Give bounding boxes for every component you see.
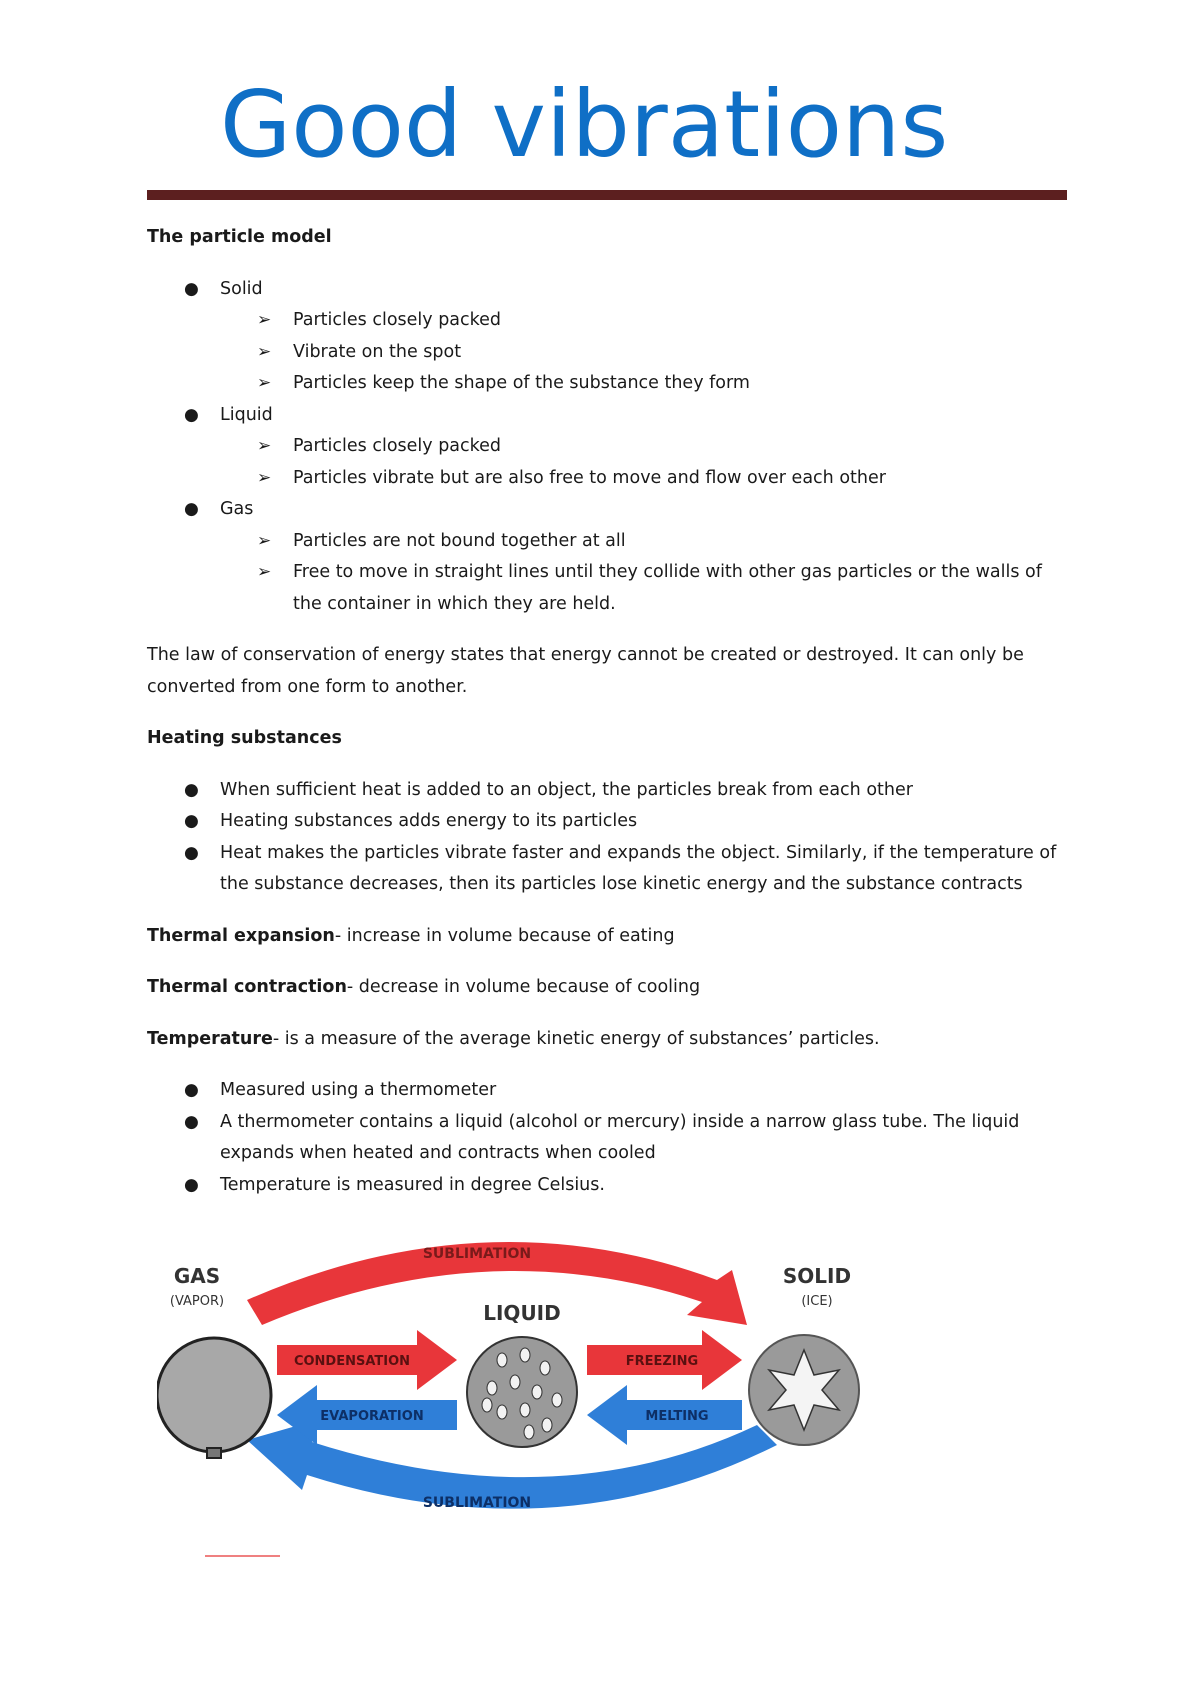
point-text: Particles are not bound together at all <box>293 530 626 551</box>
bullet-icon: ● <box>184 278 199 299</box>
list-item <box>147 1075 1067 1107</box>
bullet-icon: ● <box>184 842 199 863</box>
state-label: Liquid <box>220 404 273 425</box>
point-text: Particles closely packed <box>293 436 502 456</box>
arrow-bullet-icon: ➢ <box>257 310 272 330</box>
list-item <box>220 431 1067 463</box>
gas-points <box>220 526 1067 621</box>
particle-model-heading: The particle model <box>147 227 332 247</box>
point-text: Particles closely packed <box>293 310 502 330</box>
point-text: Vibrate on the spot <box>293 341 462 362</box>
definition-term: Thermal expansion <box>147 925 335 946</box>
list-item <box>220 557 1067 620</box>
list-item <box>147 1170 1067 1202</box>
condensation-label: CONDENSATION <box>293 1354 411 1369</box>
heating-list <box>147 775 1067 901</box>
state-change-diagram <box>157 1220 877 1560</box>
definition-thermal-expansion <box>147 921 1067 953</box>
bullet-icon: ● <box>184 811 199 831</box>
list-item <box>147 1107 1067 1170</box>
bullet-icon: ● <box>184 404 199 425</box>
point-text: Free to move in straight lines until they collide with other gas particles or the walls of the container in which they are held. <box>293 562 1042 614</box>
definition-temperature <box>147 1024 1067 1056</box>
liquid-label: LIQUID <box>483 1301 561 1325</box>
temperature-list <box>147 1075 1067 1201</box>
sublimation-top-label: SUBLIMATION <box>422 1246 532 1262</box>
arrow-bullet-icon: ➢ <box>257 341 272 362</box>
definition-text: - decrease in volume because of cooling <box>346 977 701 997</box>
state-gas <box>147 494 1067 620</box>
point-text: Particles keep the shape of the substance they form <box>293 373 750 393</box>
bullet-icon: ● <box>184 499 199 519</box>
evaporation-label: EVAPORATION <box>320 1409 424 1424</box>
arrow-bullet-icon: ➢ <box>257 467 272 488</box>
gas-balloon-icon <box>157 1338 271 1452</box>
state-solid <box>147 274 1067 400</box>
list-item <box>220 463 1067 495</box>
document-title: Good vibrations <box>220 71 949 178</box>
gas-sublabel: (VAPOR) <box>169 1294 225 1309</box>
decorative-red-line <box>205 1555 280 1557</box>
heating-heading: Heating substances <box>147 728 342 748</box>
bullet-icon: ● <box>184 1174 199 1195</box>
point-text: Temperature is measured in degree Celsius. <box>220 1174 605 1195</box>
point-text: Heat makes the particles vibrate faster and expands the object. Similarly, if the temperature of the substance decreases, then its particles lose kinetic energy and the substance contracts <box>220 842 1057 894</box>
gas-label: GAS <box>173 1264 221 1288</box>
list-item <box>147 838 1067 901</box>
state-liquid <box>147 400 1067 495</box>
states-list <box>147 274 1067 621</box>
melting-label: MELTING <box>645 1409 709 1424</box>
solid-label: SOLID <box>782 1264 852 1288</box>
freezing-label: FREEZING <box>625 1354 699 1369</box>
solid-points <box>220 305 1067 400</box>
arrow-bullet-icon: ➢ <box>257 373 272 393</box>
state-label: Solid <box>220 278 263 299</box>
arrow-bullet-icon: ➢ <box>257 436 272 456</box>
solid-sublabel: (ICE) <box>801 1294 833 1309</box>
list-item <box>147 806 1067 838</box>
definition-term: Thermal contraction <box>147 977 347 997</box>
state-label: Gas <box>220 499 254 519</box>
point-text: Measured using a thermometer <box>220 1080 497 1100</box>
point-text: Particles vibrate but are also free to move and flow over each other <box>293 467 886 488</box>
arrow-bullet-icon: ➢ <box>257 530 272 551</box>
list-item <box>220 368 1067 400</box>
sublimation-bottom-label: SUBLIMATION <box>422 1495 532 1511</box>
liquid-points <box>220 431 1067 494</box>
bullet-icon: ● <box>184 1111 199 1132</box>
bullet-icon: ● <box>184 1080 199 1100</box>
list-item <box>220 305 1067 337</box>
title-rule <box>147 190 1067 200</box>
conservation-paragraph: The law of conservation of energy states that energy cannot be created or destroyed. It can only be converted from one form to another. <box>147 645 1024 697</box>
definition-thermal-contraction <box>147 972 1067 1004</box>
definition-term: Temperature <box>147 1028 273 1049</box>
point-text: When sufficient heat is added to an object, the particles break from each other <box>220 779 913 800</box>
point-text: A thermometer contains a liquid (alcohol or mercury) inside a narrow glass tube. The liquid expands when heated and contracts when cooled <box>220 1111 1020 1163</box>
point-text: Heating substances adds energy to its particles <box>220 811 638 831</box>
document-body <box>147 222 1067 1221</box>
definition-text: - is a measure of the average kinetic energy of substances’ particles. <box>272 1028 880 1049</box>
list-item <box>220 337 1067 369</box>
arrow-bullet-icon: ➢ <box>257 562 272 582</box>
bullet-icon: ● <box>184 779 199 800</box>
list-item <box>147 775 1067 807</box>
list-item <box>220 526 1067 558</box>
definition-text: - increase in volume because of eating <box>334 925 675 946</box>
